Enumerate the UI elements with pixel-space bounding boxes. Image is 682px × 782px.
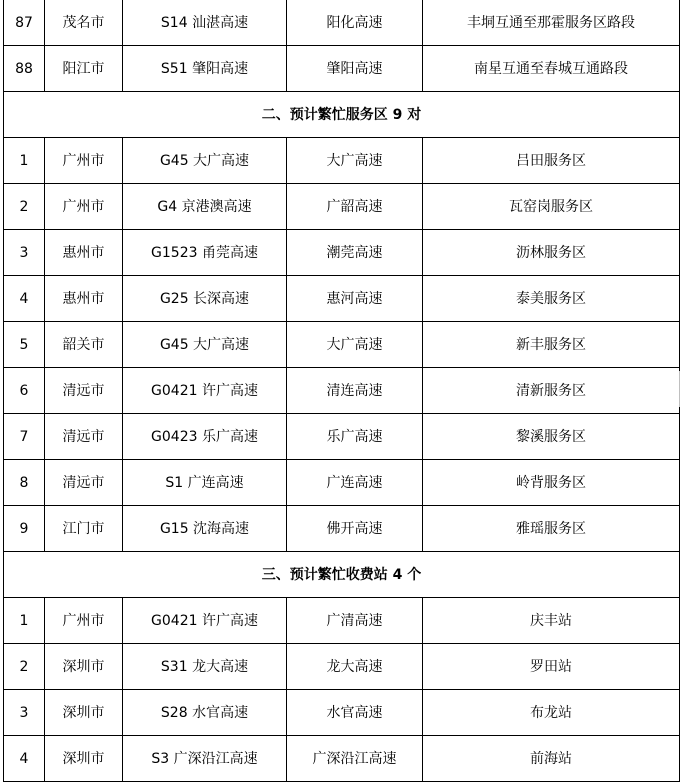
city-cell: 江门市 (45, 506, 123, 552)
road-cell: G25 长深高速 (123, 276, 287, 322)
table-row (4, 690, 680, 736)
section-cell: 广清高速 (287, 598, 423, 644)
table-row (4, 184, 680, 230)
location-cell: 庆丰站 (423, 598, 680, 644)
section-cell: 水官高速 (287, 690, 423, 736)
table-row (4, 322, 680, 368)
city-cell: 韶关市 (45, 322, 123, 368)
busy-locations-table (3, 0, 680, 782)
row-number: 87 (4, 0, 45, 46)
table-row (4, 138, 680, 184)
city-cell: 深圳市 (45, 690, 123, 736)
section-cell: 大广高速 (287, 322, 423, 368)
road-cell: G45 大广高速 (123, 322, 287, 368)
section-cell: 广韶高速 (287, 184, 423, 230)
location-cell: 罗田站 (423, 644, 680, 690)
city-cell: 广州市 (45, 138, 123, 184)
row-number: 3 (4, 230, 45, 276)
row-number: 2 (4, 184, 45, 230)
road-cell: S31 龙大高速 (123, 644, 287, 690)
section-cell: 广深沿江高速 (287, 736, 423, 782)
table-row (4, 276, 680, 322)
section-heading-toll-stations: 三、预计繁忙收费站 4 个 (4, 552, 680, 598)
row-number: 4 (4, 736, 45, 782)
section-cell: 大广高速 (287, 138, 423, 184)
road-cell: S51 肇阳高速 (123, 46, 287, 92)
table-row (4, 46, 680, 92)
row-number: 88 (4, 46, 45, 92)
section-cell: 肇阳高速 (287, 46, 423, 92)
table-row (4, 644, 680, 690)
location-cell: 丰垌互通至那霍服务区路段 (423, 0, 680, 46)
city-cell: 惠州市 (45, 230, 123, 276)
table-row (4, 0, 680, 46)
road-cell: S14 汕湛高速 (123, 0, 287, 46)
section-cell: 清连高速 (287, 368, 423, 414)
row-number: 7 (4, 414, 45, 460)
section-cell: 龙大高速 (287, 644, 423, 690)
table-row (4, 230, 680, 276)
section-cell: 广连高速 (287, 460, 423, 506)
location-cell: 新丰服务区 (423, 322, 680, 368)
location-cell: 瓦窑岗服务区 (423, 184, 680, 230)
location-cell: 黎溪服务区 (423, 414, 680, 460)
section-cell: 惠河高速 (287, 276, 423, 322)
row-number: 1 (4, 138, 45, 184)
row-number: 3 (4, 690, 45, 736)
city-cell: 惠州市 (45, 276, 123, 322)
road-cell: G1523 甬莞高速 (123, 230, 287, 276)
road-cell: G0421 许广高速 (123, 598, 287, 644)
row-number: 8 (4, 460, 45, 506)
row-number: 2 (4, 644, 45, 690)
road-cell: G0421 许广高速 (123, 368, 287, 414)
city-cell: 广州市 (45, 184, 123, 230)
table-row (4, 460, 680, 506)
location-cell: 沥林服务区 (423, 230, 680, 276)
section-cell: 潮莞高速 (287, 230, 423, 276)
row-number: 9 (4, 506, 45, 552)
section-heading-row (4, 92, 680, 138)
city-cell: 深圳市 (45, 644, 123, 690)
row-number: 4 (4, 276, 45, 322)
road-cell: G4 京港澳高速 (123, 184, 287, 230)
road-cell: S3 广深沿江高速 (123, 736, 287, 782)
row-number: 1 (4, 598, 45, 644)
table-row (4, 368, 680, 414)
location-cell: 清新服务区 (423, 368, 680, 414)
road-cell: G15 沈海高速 (123, 506, 287, 552)
city-cell: 茂名市 (45, 0, 123, 46)
city-cell: 清远市 (45, 460, 123, 506)
table-row (4, 598, 680, 644)
location-cell: 雅瑶服务区 (423, 506, 680, 552)
table-row (4, 414, 680, 460)
location-cell: 泰美服务区 (423, 276, 680, 322)
city-cell: 清远市 (45, 368, 123, 414)
city-cell: 阳江市 (45, 46, 123, 92)
road-cell: S28 水官高速 (123, 690, 287, 736)
section-cell: 乐广高速 (287, 414, 423, 460)
city-cell: 清远市 (45, 414, 123, 460)
section-cell: 佛开高速 (287, 506, 423, 552)
row-number: 6 (4, 368, 45, 414)
table-row (4, 736, 680, 782)
road-cell: G0423 乐广高速 (123, 414, 287, 460)
location-cell: 吕田服务区 (423, 138, 680, 184)
city-cell: 广州市 (45, 598, 123, 644)
location-cell: 前海站 (423, 736, 680, 782)
location-cell: 岭背服务区 (423, 460, 680, 506)
road-cell: G45 大广高速 (123, 138, 287, 184)
table-row (4, 506, 680, 552)
city-cell: 深圳市 (45, 736, 123, 782)
location-cell: 布龙站 (423, 690, 680, 736)
road-cell: S1 广连高速 (123, 460, 287, 506)
section-heading-service-areas: 二、预计繁忙服务区 9 对 (4, 92, 680, 138)
section-heading-row (4, 552, 680, 598)
location-cell: 南星互通至春城互通路段 (423, 46, 680, 92)
row-number: 5 (4, 322, 45, 368)
section-cell: 阳化高速 (287, 0, 423, 46)
